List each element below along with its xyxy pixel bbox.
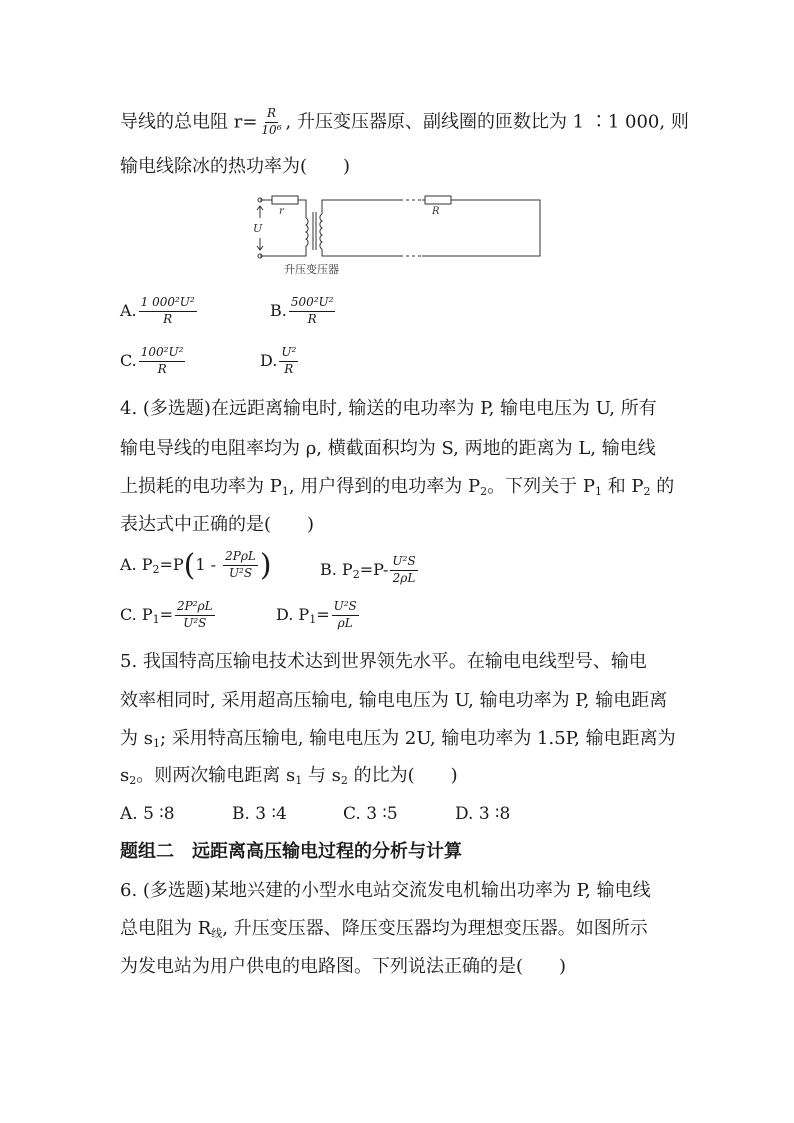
q3-option-c[interactable]: C. $\frac{\text{100²U²}}{R}$ bbox=[120, 345, 184, 376]
figure-caption: 升压变压器 bbox=[284, 263, 339, 276]
q6-line2: 总电阻为 $R_线$, 升压变压器、降压变压器均为理想变压器。如图所示 bbox=[120, 918, 648, 940]
q5-option-c[interactable]: C. 3 ∶5 bbox=[343, 804, 398, 824]
q6-line1: 6. (多选题)某地兴建的小型水电站交流发电机输出功率为 P, 输电线 bbox=[120, 880, 651, 901]
q5-line3: 为 $s_1$; 采用特高压输电, 输电电压为 2U, 输电功率为 1.5P, 输电距离为 bbox=[120, 728, 676, 750]
q4-line1: 4. (多选题)在远距离输电时, 输送的电功率为 P, 输电电压为 U, 所有 bbox=[120, 398, 657, 419]
q4-option-b[interactable]: B. $P_2=P-$ $\frac{\text{U²S}}{2\rho L}$ bbox=[320, 554, 416, 585]
q6-line3: 为发电站为用户供电的电路图。下列说法正确的是( ) bbox=[120, 956, 567, 977]
q3-line1 bbox=[120, 107, 689, 138]
q4-option-c[interactable]: C. $P_1=$ $\frac{\text{2P²ρL}}{\text{U²S}}$ bbox=[120, 599, 213, 630]
q5-option-b[interactable]: B. 3 ∶4 bbox=[232, 804, 287, 824]
q4-option-d[interactable]: D. $P_1=$ $\frac{\text{U²S}}{\rho L}$ bbox=[276, 599, 357, 630]
q5-line2: 效率相同时, 采用超高压输电, 输电电压为 U, 输电功率为 P, 输电距离 bbox=[120, 690, 668, 711]
q3-text: 导线的总电阻 r= bbox=[120, 111, 258, 133]
q4-option-a[interactable]: A. $P_2=P(1$ - $\frac{\text{2PρL}}{\text{U²S}}$ ) bbox=[120, 548, 272, 583]
q4-line2: 输电导线的电阻率均为 ρ, 横截面积均为 S, 两地的距离为 L, 输电线 bbox=[120, 438, 656, 459]
q3-option-d[interactable]: D. $\frac{\text{U²}}{R}$ bbox=[260, 345, 297, 376]
resistance-fraction: $\frac{R}{\text{10⁶}}$ bbox=[261, 106, 282, 137]
label-r: r bbox=[279, 206, 284, 217]
q3-stem: 输电线除冰的热功率为( ) bbox=[120, 156, 351, 177]
q3-option-a[interactable]: A. $\frac{\text{1 000²U²}}{R}$ bbox=[120, 295, 195, 326]
label-U: U bbox=[253, 222, 263, 235]
label-R: R bbox=[432, 206, 440, 217]
q5-option-a[interactable]: A. 5 ∶8 bbox=[120, 804, 175, 824]
q3-option-b[interactable]: B. $\frac{\text{500²U²}}{R}$ bbox=[270, 295, 334, 326]
resistor-R bbox=[425, 196, 451, 204]
circuit-figure bbox=[250, 190, 550, 280]
q4-line4: 表达式中正确的是( ) bbox=[120, 514, 315, 535]
resistor-r bbox=[272, 196, 298, 204]
q3-text: , 升压变压器原、副线圈的匝数比为 1 ∶1 000, 则 bbox=[285, 111, 689, 133]
section-heading: 题组二 远距离高压输电过程的分析与计算 bbox=[120, 841, 462, 862]
q5-option-d[interactable]: D. 3 ∶8 bbox=[455, 804, 511, 824]
q5-line1: 5. 我国特高压输电技术达到世界领先水平。在输电电线型号、输电 bbox=[120, 651, 647, 672]
q4-line3: 上损耗的电功率为 $P_1$, 用户得到的电功率为 $P_2$。下列关于 $P_1$ 和 $P_2$ 的 bbox=[120, 476, 675, 498]
q3-line2 bbox=[120, 158, 350, 176]
q5-line4: $s_2$。则两次输电距离 $s_1$ 与 $s_2$ 的比为( ) bbox=[120, 765, 458, 787]
